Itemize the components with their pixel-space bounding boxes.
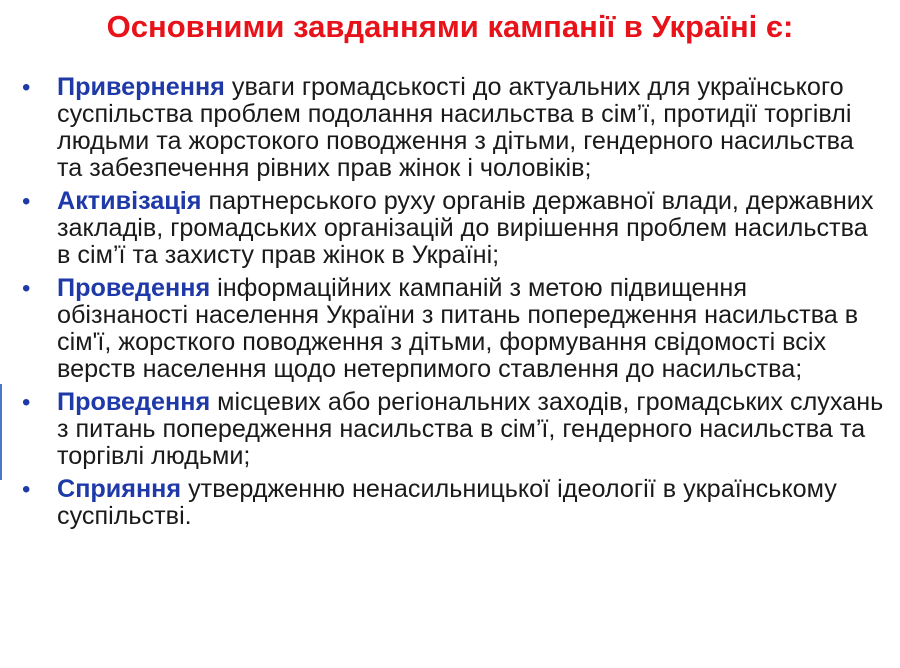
slide-title: Основними завданнями кампанії в Україні є: <box>106 9 794 44</box>
bullet-keyword: Проведення <box>57 388 211 416</box>
bullet-item-1 <box>22 74 884 182</box>
bullet-text: інформаційних кампаній з метою підвищення обізнаності населення України з питань попередження насильства в сім'ї, жорсткого поводження з дітьми, формування свідомості всіх верств населення щодо нетерпимого ставлення до насильства; <box>57 274 859 383</box>
bullet-icon: • <box>22 275 31 302</box>
bullet-keyword: Привернення <box>57 73 225 101</box>
bullet-icon: • <box>22 74 31 101</box>
bullet-item-2 <box>22 188 884 269</box>
bullet-keyword: Активізація <box>57 187 202 215</box>
bullet-icon: • <box>22 188 31 215</box>
left-edge-accent <box>0 384 2 480</box>
bullet-item-3 <box>22 275 884 383</box>
bullet-list <box>22 74 884 536</box>
bullet-keyword: Проведення <box>57 274 211 302</box>
bullet-keyword: Сприяння <box>57 475 182 503</box>
bullet-text: партнерського руху органів державної влади, державних закладів, громадських організацій до вирішення проблем насильства в сім’ї та захисту прав жінок в Україні; <box>57 187 874 269</box>
bullet-icon: • <box>22 476 31 503</box>
bullet-item-4 <box>22 389 884 470</box>
bullet-text: місцевих або регіональних заходів, громадських слухань з питань попередження насильства в сім’ї, гендерного насильства та торгівлі людьми; <box>57 388 884 470</box>
bullet-text: утвердженню ненасильницької ідеології в українському суспільстві. <box>57 475 837 530</box>
bullet-icon: • <box>22 389 31 416</box>
bullet-item-5 <box>22 476 884 530</box>
bullet-text: уваги громадськості до актуальних для українського суспільства проблем подолання насильства в сім’ї, протидії торгівлі людьми та жорстокого поводження з дітьми, гендерного насильства та забезпечення рівних прав жінок і чоловіків; <box>57 73 854 182</box>
